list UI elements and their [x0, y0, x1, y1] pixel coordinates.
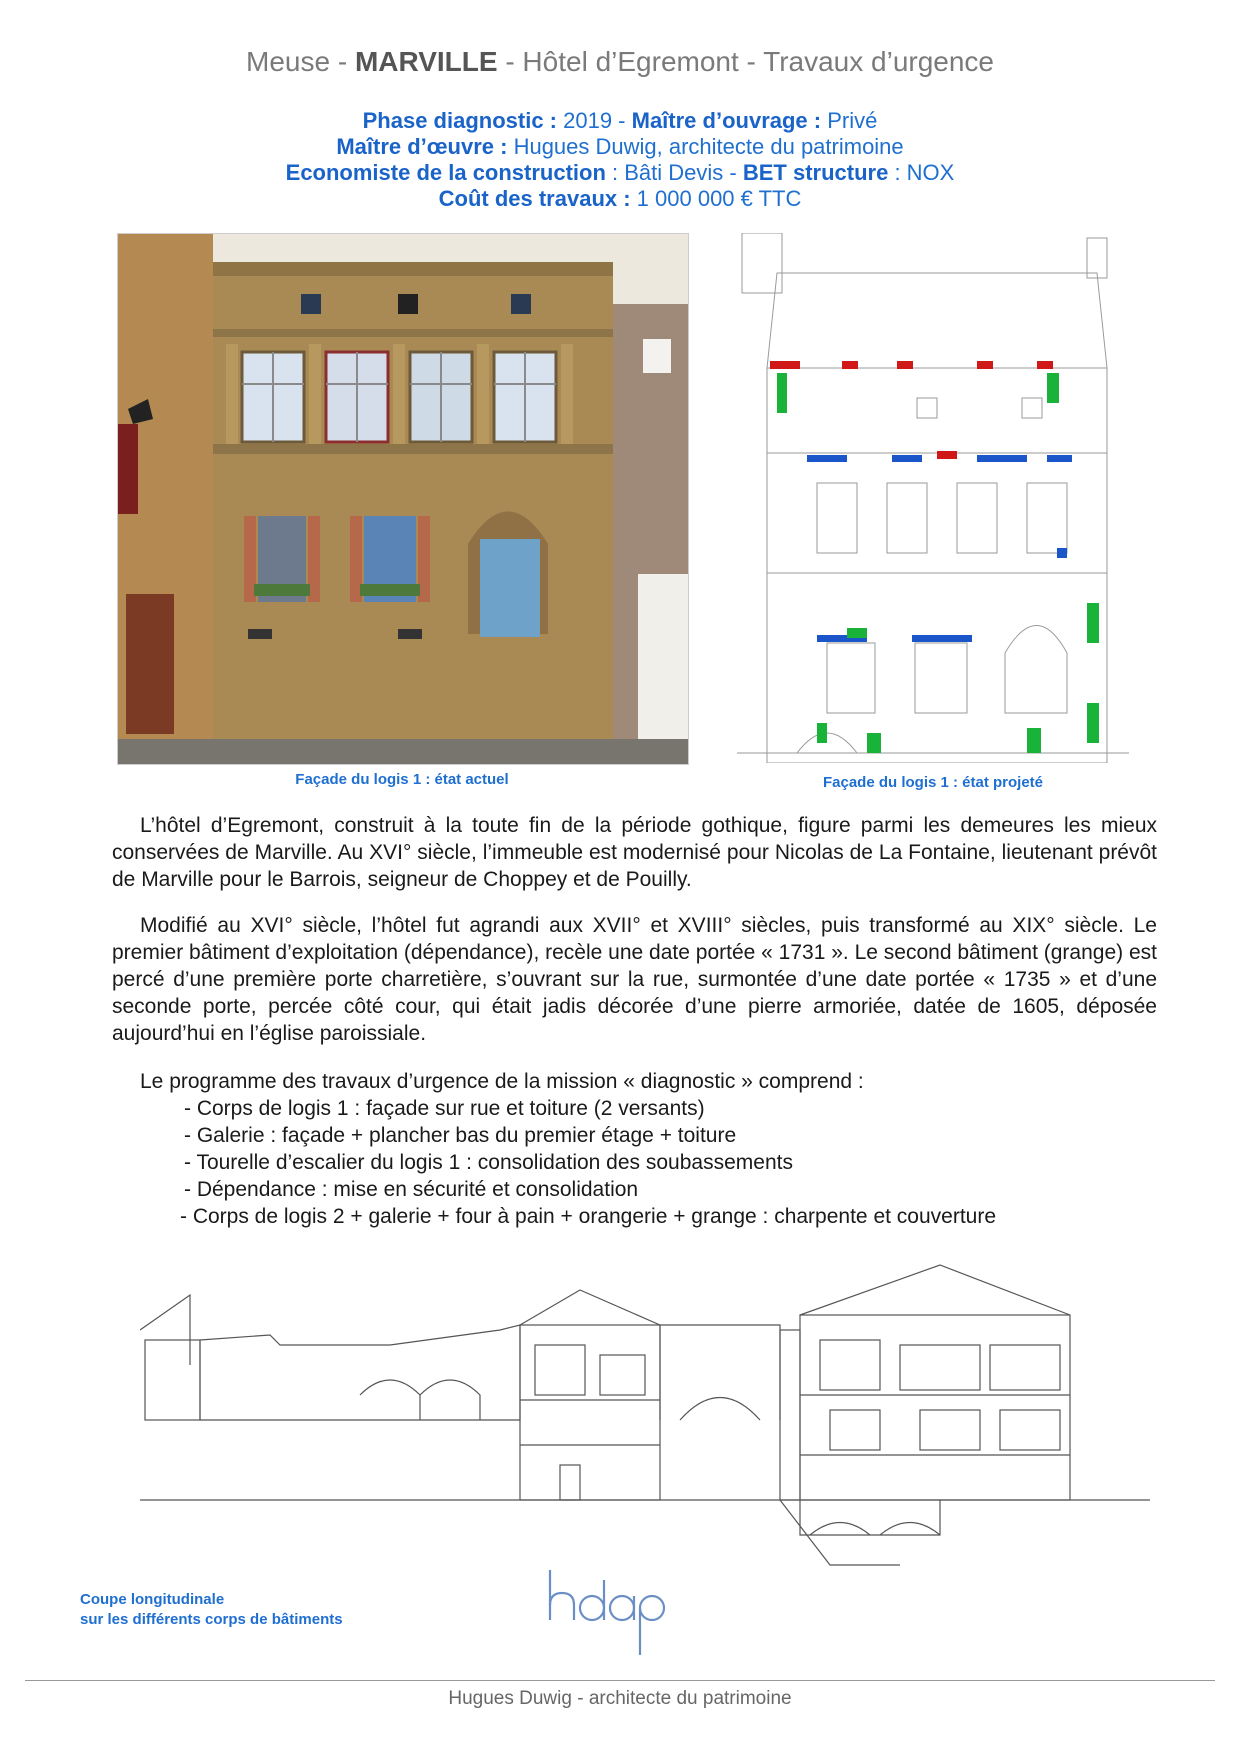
cost-value: 1 000 000 € TTC: [630, 186, 802, 211]
paragraph-history: L’hôtel d’Egremont, construit à la toute fin de la période gothique, figure parmi les demeures les mieux conservées de Marville. Au XVI° siècle, l’immeuble est modernisé pour Nicolas de La Fontaine, lieutenant prévôt de Marville pour le Barrois, seigneur de Choppey et de Pouilly.: [112, 814, 1157, 891]
architect-label: Maître d’œuvre :: [336, 134, 508, 159]
section-caption-line2: sur les différents corps de bâtiments: [80, 1611, 343, 1628]
economist-value: : Bâti Devis -: [605, 160, 743, 185]
page-title: [0, 46, 1240, 78]
list-item: - Galerie : façade + plancher bas du premier étage + toiture: [184, 1124, 737, 1147]
hdap-logo-mark: [540, 1565, 670, 1665]
paragraph-extensions: Modifié au XVI° siècle, l’hôtel fut agrandi aux XVII° et XVIII° siècles, puis transformé au XIX° siècle. Le premier bâtiment d’exploitation (dépendance), recèle une date portée « 1731 ». Le second bâtiment (grange) est percé d’une première porte charretière, s’ouvrant sur la rue, surmontée d’une date portée « 1735 » et d’une seconde porte, percée côté cour, qui était jadis décorée d’une pierre armoriée, datée de 1605, déposée aujourd’hui en l’église paroissiale.: [112, 914, 1157, 1045]
longitudinal-section-illustration: [140, 1245, 1150, 1575]
facade-photo: [117, 233, 689, 765]
owner-value: Privé: [821, 108, 878, 133]
architect-value: Hugues Duwig, architecte du patrimoine: [507, 134, 904, 159]
cost-label: Coût des travaux :: [438, 186, 631, 211]
facade-drawing-illustration: [737, 233, 1129, 763]
works-list: [140, 1068, 996, 1230]
title-region: Meuse -: [246, 46, 355, 77]
phase-label: Phase diagnostic :: [362, 108, 558, 133]
footer-divider: [25, 1680, 1215, 1681]
footer-text: Hugues Duwig - architecte du patrimoine: [448, 1688, 792, 1709]
phase-value: 2019 -: [557, 108, 632, 133]
list-item: - Corps de logis 2 + galerie + four à pain + orangerie + grange : charpente et couverture: [180, 1205, 997, 1228]
meta-line-architect: [0, 134, 1240, 160]
facade-photo-illustration: [118, 234, 688, 764]
hdap-logo: [540, 1565, 670, 1665]
drawing-caption: Façade du logis 1 : état projeté: [822, 774, 1044, 791]
list-item: - Dépendance : mise en sécurité et consolidation: [184, 1178, 639, 1201]
owner-label: Maître d’ouvrage :: [631, 108, 822, 133]
meta-line-cost: [0, 186, 1240, 212]
bet-value: : NOX: [888, 160, 955, 185]
meta-line-economist: [0, 160, 1240, 186]
title-subject: - Hôtel d’Egremont - Travaux d’urgence: [497, 46, 994, 77]
bet-label: BET structure: [742, 160, 889, 185]
works-list-intro: Le programme des travaux d’urgence de la mission « diagnostic » comprend :: [140, 1070, 864, 1093]
photo-caption: Façade du logis 1 : état actuel: [295, 771, 509, 788]
title-town: MARVILLE: [354, 46, 498, 77]
list-item: - Corps de logis 1 : façade sur rue et toiture (2 versants): [184, 1097, 705, 1120]
longitudinal-section: [140, 1245, 1150, 1575]
economist-label: Economiste de la construction: [285, 160, 606, 185]
section-caption-line1: Coupe longitudinale: [80, 1591, 225, 1608]
facade-drawing: [737, 233, 1129, 763]
list-item: - Tourelle d’escalier du logis 1 : consolidation des soubassements: [184, 1151, 793, 1174]
section-caption: [80, 1590, 343, 1630]
meta-line-phase: [0, 108, 1240, 134]
